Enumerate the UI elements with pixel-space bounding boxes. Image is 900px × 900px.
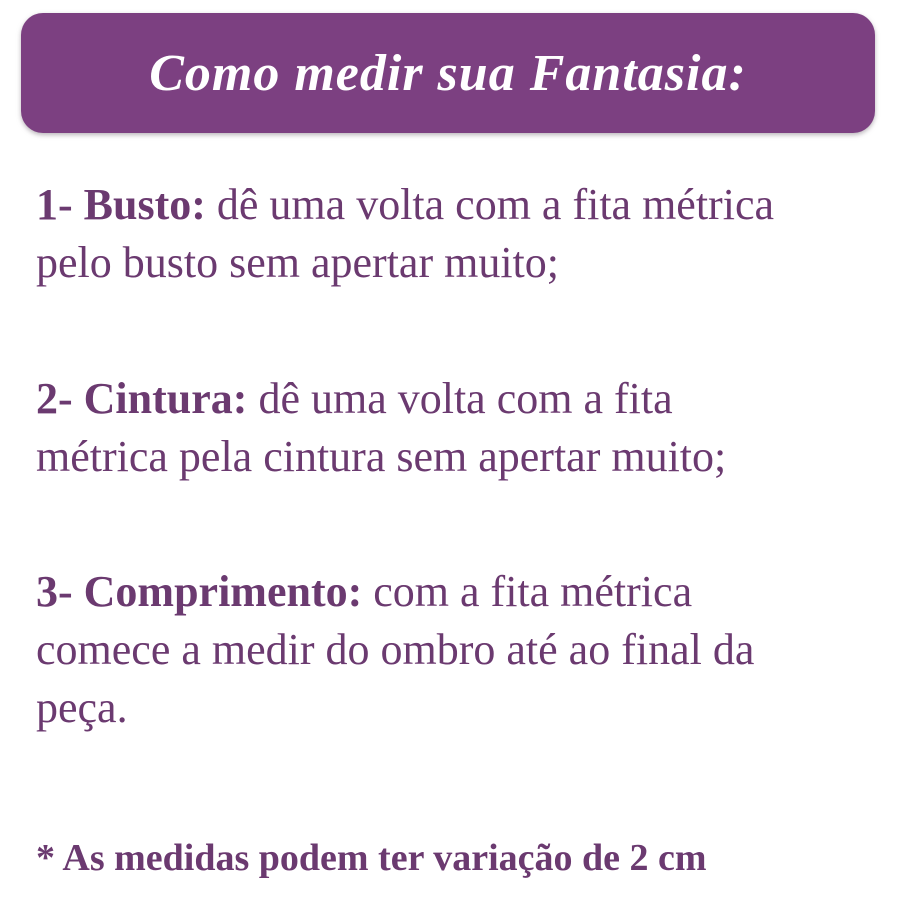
section-cintura-label: 2- Cintura: xyxy=(36,374,248,423)
page-title: Como medir sua Fantasia: xyxy=(149,44,747,102)
section-comprimento-line-1: com a fita métrica xyxy=(373,567,693,616)
section-comprimento xyxy=(36,563,900,737)
section-busto-line-1: dê uma volta com a fita métrica xyxy=(216,180,774,229)
section-comprimento-line-2: comece a medir do ombro até ao final da xyxy=(36,625,755,674)
section-comprimento-label: 3- Comprimento: xyxy=(36,567,363,616)
section-comprimento-line-3: peça. xyxy=(36,683,128,732)
section-busto xyxy=(36,176,900,292)
section-busto-label: 1- Busto: xyxy=(36,180,206,229)
section-cintura-line-2: métrica pela cintura sem apertar muito; xyxy=(36,432,727,481)
section-cintura-line-1: dê uma volta com a fita xyxy=(258,374,673,423)
header-banner xyxy=(21,13,875,133)
section-cintura xyxy=(36,370,900,486)
section-busto-line-2: pelo busto sem apertar muito; xyxy=(36,238,559,287)
footnote-text: * As medidas podem ter variação de 2 cm xyxy=(36,837,707,879)
